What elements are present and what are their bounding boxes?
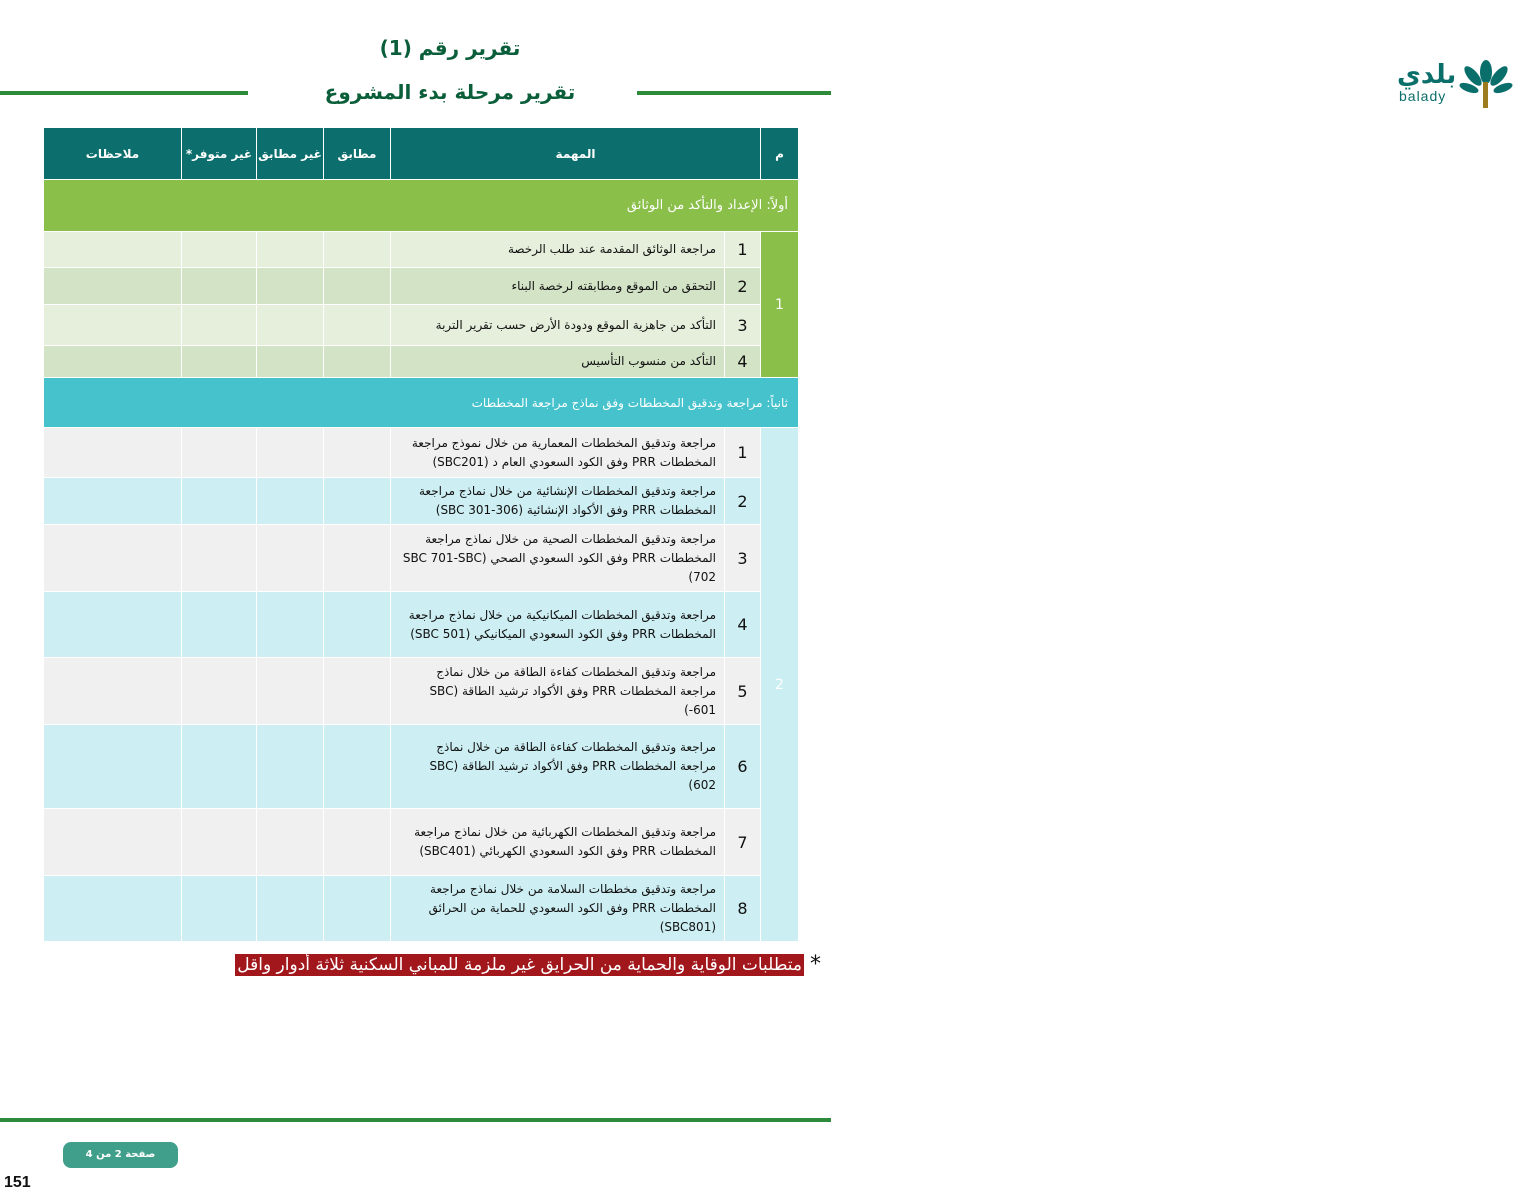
row-task: مراجعة وتدقيق المخططات كفاءة الطاقة من خلال نماذج مراجعة المخططات PRR وفق الأكواد ترشيد الطاقة (SBC 602) [391, 725, 725, 809]
cell-unavailable[interactable] [182, 525, 257, 592]
cell-notes[interactable] [44, 725, 182, 809]
row-number: 3 [725, 525, 761, 592]
cell-non-compliant[interactable] [257, 809, 324, 876]
row-task: مراجعة وتدقيق المخططات الإنشائية من خلال نماذج مراجعة المخططات PRR وفق الأكواد الإنشائية (SBC 301-306) [391, 478, 725, 525]
table-row [44, 592, 799, 658]
cell-unavailable[interactable] [182, 725, 257, 809]
cell-unavailable[interactable] [182, 658, 257, 725]
cell-unavailable[interactable] [182, 478, 257, 525]
cell-notes[interactable] [44, 268, 182, 305]
cell-unavailable[interactable] [182, 809, 257, 876]
cell-compliant[interactable] [324, 809, 391, 876]
cell-unavailable[interactable] [182, 346, 257, 378]
cell-compliant[interactable] [324, 478, 391, 525]
footnote [235, 952, 821, 977]
cell-non-compliant[interactable] [257, 592, 324, 658]
row-task: مراجعة وتدقيق المخططات الميكانيكية من خلال نماذج مراجعة المخططات PRR وفق الكود السعودي الميكانيكي (SBC 501) [391, 592, 725, 658]
section2-group-number: 2 [761, 428, 799, 942]
table-row [44, 346, 799, 378]
row-number: 4 [725, 592, 761, 658]
row-number: 3 [725, 305, 761, 346]
cell-compliant[interactable] [324, 592, 391, 658]
page-indicator: صفحة 2 من 4 [63, 1142, 178, 1168]
section2-title: ثانياً: مراجعة وتدقيق المخططات وفق نماذج مراجعة المخططات [44, 378, 799, 428]
table-row [44, 478, 799, 525]
row-task: مراجعة وتدقيق المخططات الكهربائية من خلال نماذج مراجعة المخططات PRR وفق الكود السعودي الكهربائي (SBC401) [391, 809, 725, 876]
section1-title-row [44, 180, 799, 232]
row-number: 8 [725, 876, 761, 942]
header-rule-left [0, 91, 248, 95]
page-number: 151 [4, 1174, 31, 1191]
cell-unavailable[interactable] [182, 876, 257, 942]
cell-non-compliant[interactable] [257, 346, 324, 378]
table-header-row [44, 128, 799, 180]
header-unavailable: غير متوفر* [182, 128, 257, 180]
cell-notes[interactable] [44, 428, 182, 478]
row-number: 7 [725, 809, 761, 876]
logo-english-text: balady [1399, 88, 1447, 104]
cell-unavailable[interactable] [182, 305, 257, 346]
footnote-star: * [810, 952, 821, 977]
row-task: التأكد من جاهزية الموقع ودودة الأرض حسب تقرير التربة [391, 305, 725, 346]
cell-compliant[interactable] [324, 876, 391, 942]
table-row [44, 658, 799, 725]
report-title: تقرير مرحلة بدء المشروع [324, 80, 576, 104]
cell-notes[interactable] [44, 232, 182, 268]
cell-non-compliant[interactable] [257, 428, 324, 478]
header-task: المهمة [391, 128, 761, 180]
row-task: مراجعة وتدقيق المخططات كفاءة الطاقة من خلال نماذج مراجعة المخططات PRR وفق الأكواد ترشيد الطاقة (SBC 601-) [391, 658, 725, 725]
row-task: مراجعة الوثائق المقدمة عند طلب الرخصة [391, 232, 725, 268]
cell-compliant[interactable] [324, 346, 391, 378]
row-number: 4 [725, 346, 761, 378]
row-number: 2 [725, 268, 761, 305]
row-task: مراجعة وتدقيق المخططات الصحية من خلال نماذج مراجعة المخططات PRR وفق الكود السعودي الصحي (SBC 701-SBC 702) [391, 525, 725, 592]
table-row [44, 809, 799, 876]
cell-non-compliant[interactable] [257, 232, 324, 268]
row-number: 6 [725, 725, 761, 809]
cell-notes[interactable] [44, 658, 182, 725]
cell-compliant[interactable] [324, 305, 391, 346]
cell-non-compliant[interactable] [257, 268, 324, 305]
table-row [44, 725, 799, 809]
cell-compliant[interactable] [324, 658, 391, 725]
section2-title-row [44, 378, 799, 428]
palm-icon [1457, 58, 1515, 110]
table-row [44, 305, 799, 346]
cell-non-compliant[interactable] [257, 876, 324, 942]
cell-unavailable[interactable] [182, 592, 257, 658]
row-task: التحقق من الموقع ومطابقته لرخصة البناء [391, 268, 725, 305]
cell-unavailable[interactable] [182, 428, 257, 478]
cell-non-compliant[interactable] [257, 658, 324, 725]
cell-notes[interactable] [44, 809, 182, 876]
logo-arabic-text: بلدي [1397, 60, 1457, 90]
header-compliant: مطابق [324, 128, 391, 180]
header-notes: ملاحظات [44, 128, 182, 180]
cell-notes[interactable] [44, 305, 182, 346]
header-num: م [761, 128, 799, 180]
cell-notes[interactable] [44, 592, 182, 658]
cell-notes[interactable] [44, 525, 182, 592]
row-task: مراجعة وتدقيق مخططات السلامة من خلال نماذج مراجعة المخططات PRR وفق الكود السعودي للحماية من الحرائق (SBC801) [391, 876, 725, 942]
header-non-compliant: غير مطابق [257, 128, 324, 180]
section1-group-number: 1 [761, 232, 799, 378]
table-row [44, 232, 799, 268]
footer-rule [0, 1118, 831, 1122]
header-rule-right [637, 91, 831, 95]
row-task: مراجعة وتدقيق المخططات المعمارية من خلال نموذج مراجعة المخططات PRR وفق الكود السعودي العام د (SBC201) [391, 428, 725, 478]
cell-notes[interactable] [44, 478, 182, 525]
cell-compliant[interactable] [324, 268, 391, 305]
balady-logo [697, 30, 1457, 104]
cell-non-compliant[interactable] [257, 525, 324, 592]
cell-compliant[interactable] [324, 525, 391, 592]
row-number: 5 [725, 658, 761, 725]
section1-title: أولاً: الإعداد والتأكد من الوثائق [44, 180, 799, 232]
cell-unavailable[interactable] [182, 268, 257, 305]
cell-compliant[interactable] [324, 428, 391, 478]
cell-non-compliant[interactable] [257, 478, 324, 525]
table-row [44, 428, 799, 478]
row-task: التأكد من منسوب التأسيس [391, 346, 725, 378]
cell-notes[interactable] [44, 346, 182, 378]
footnote-text: متطلبات الوقاية والحماية من الحرايق غير ملزمة للمباني السكنية ثلاثة أدوار واقل [237, 954, 802, 975]
table-row [44, 268, 799, 305]
inspection-table [43, 127, 799, 942]
cell-non-compliant[interactable] [257, 725, 324, 809]
table-row [44, 876, 799, 942]
cell-compliant[interactable] [324, 232, 391, 268]
row-number: 2 [725, 478, 761, 525]
row-number: 1 [725, 428, 761, 478]
cell-notes[interactable] [44, 876, 182, 942]
table-row [44, 525, 799, 592]
cell-compliant[interactable] [324, 725, 391, 809]
row-number: 1 [725, 232, 761, 268]
cell-unavailable[interactable] [182, 232, 257, 268]
report-number-title: تقرير رقم (1) [379, 36, 521, 60]
cell-non-compliant[interactable] [257, 305, 324, 346]
